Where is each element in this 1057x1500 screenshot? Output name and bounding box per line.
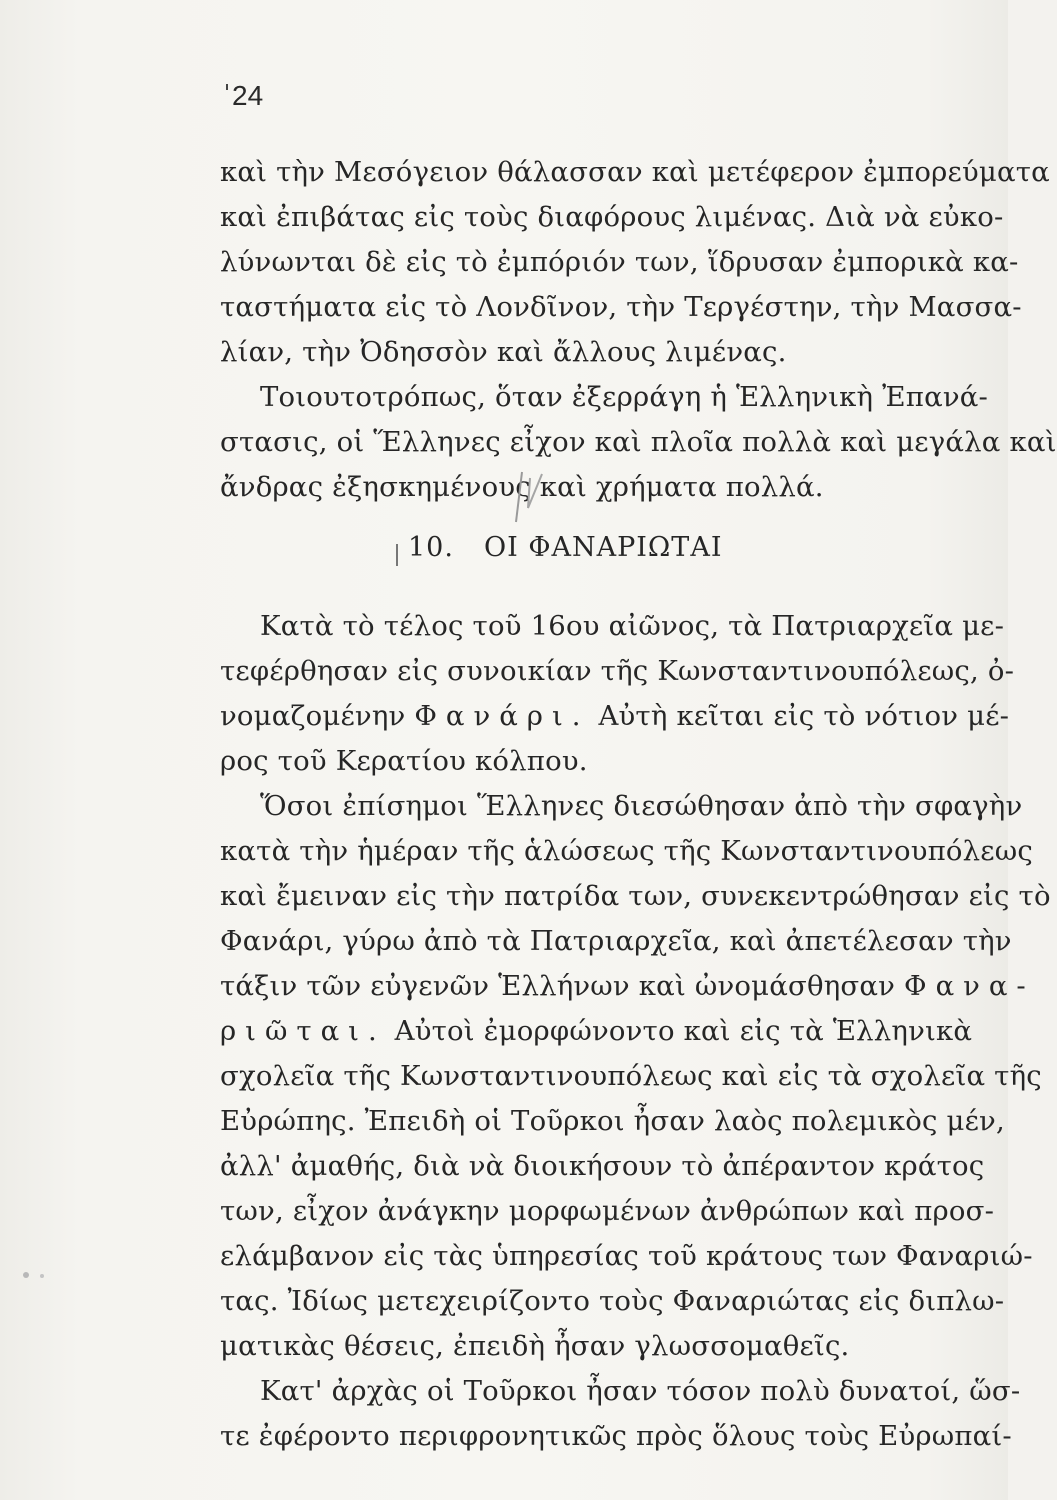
text-line: Κατ' ἀρχὰς οἱ Τοῦρκοι ἦσαν τόσον πολὺ δυνατοί, ὥσ- xyxy=(260,1375,1021,1407)
text-line: καὶ ἐπιβάτας εἰς τοὺς διαφόρους λιμένας. Διὰ νὰ εὐκο- xyxy=(220,201,1004,233)
section-title: ΟΙ ΦΑΝΑΡΙΩΤΑΙ xyxy=(483,532,723,563)
text-line: λίαν, τὴν Ὀδησσὸν καὶ ἄλλους λιμένας. xyxy=(220,336,787,368)
text-line: Τοιουτοτρόπως, ὅταν ἐξερράγη ἡ Ἑλληνικὴ Ἐπανά- xyxy=(260,381,989,413)
margin-mark xyxy=(396,544,398,566)
text-line: Ὅσοι ἐπίσημοι Ἕλληνες διεσώθησαν ἀπὸ τὴν σφαγὴν xyxy=(260,790,1023,822)
text-line: καὶ ἔμειναν εἰς τὴν πατρίδα των, συνεκεντρώθησαν εἰς τὸ xyxy=(220,880,1051,912)
text-line: λύνωνται δὲ εἰς τὸ ἐμπόριόν των, ἵδρυσαν ἐμπορικὰ κα- xyxy=(220,246,1019,278)
section-text-block xyxy=(220,604,1051,1459)
text-line xyxy=(220,694,1010,739)
text-segment: τάξιν τῶν εὐγενῶν Ἑλλήνων καὶ ὠνομάσθησαν xyxy=(220,970,896,1002)
section-heading xyxy=(408,532,723,563)
text-line xyxy=(220,964,1035,1009)
page-corner-mark xyxy=(226,84,228,90)
text-segment: νομαζομένην xyxy=(220,700,406,732)
text-segment: Αὐτὴ κεῖται εἰς τὸ νότιον μέ- xyxy=(598,700,1010,732)
text-line: κατὰ τὴν ἡμέραν τῆς ἁλώσεως τῆς Κωνσταντινουπόλεως xyxy=(220,835,1033,867)
text-line: ρος τοῦ Κερατίου κόλπου. xyxy=(220,745,588,777)
text-line: τας. Ἰδίως μετεχειρίζοντο τοὺς Φαναριώτας εἰς διπλω- xyxy=(220,1285,1005,1317)
text-line: στασις, οἱ Ἕλληνες εἶχον καὶ πλοῖα πολλὰ καὶ μεγάλα καὶ xyxy=(220,426,1057,458)
page-number: 24 xyxy=(232,80,264,111)
text-line: ἄνδρας ἐξησκημένους καὶ χρήματα πολλά. xyxy=(220,471,824,503)
text-line: σχολεῖα τῆς Κωνσταντινουπόλεως καὶ εἰς τὰ σχολεῖα τῆς xyxy=(220,1060,1042,1092)
text-line: Εὐρώπης. Ἐπειδὴ οἱ Τοῦρκοι ἦσαν λαὸς πολεμικὸς μέν, xyxy=(220,1105,1005,1137)
text-line: ματικὰς θέσεις, ἐπειδὴ ἦσαν γλωσσομαθεῖς. xyxy=(220,1330,850,1362)
text-line xyxy=(220,1009,973,1054)
emphasized-term: Φανα- xyxy=(904,970,1035,1002)
text-line: ἀλλ' ἀμαθής, διὰ νὰ διοικήσουν τὸ ἀπέραντον κράτος xyxy=(220,1150,985,1182)
top-text-block xyxy=(220,150,1057,510)
section-number: 10. xyxy=(408,532,454,563)
handwritten-pencil-mark xyxy=(508,468,548,526)
text-line: καὶ τὴν Μεσόγειον θάλασσαν καὶ μετέφερον ἐμπορεύματα xyxy=(220,156,1050,188)
text-line: τε ἐφέροντο περιφρονητικῶς πρὸς ὅλους τοὺς Εὐρωπαί- xyxy=(220,1420,1012,1452)
page-smudge xyxy=(18,1268,58,1282)
text-line: ελάμβανον εἰς τὰς ὑπηρεσίας τοῦ κράτους των Φαναριώ- xyxy=(220,1240,1033,1272)
text-line: ταστήματα εἰς τὸ Λονδῖνον, τὴν Τεργέστην, τὴν Μασσα- xyxy=(220,291,1022,323)
text-line: Φανάρι, γύρω ἀπὸ τὰ Πατριαρχεῖα, καὶ ἀπετέλεσαν τὴν xyxy=(220,925,1012,957)
text-segment: Αὐτοὶ ἐμορφώνοντο καὶ εἰς τὰ Ἑλληνικὰ xyxy=(394,1015,973,1047)
text-line: των, εἶχον ἀνάγκην μορφωμένων ἀνθρώπων καὶ προσ- xyxy=(220,1195,995,1227)
emphasized-term: ριῶται. xyxy=(220,1015,386,1047)
text-line: Κατὰ τὸ τέλος τοῦ 16ου αἰῶνος, τὰ Πατριαρχεῖα με- xyxy=(260,610,1005,642)
emphasized-term: Φανάρι. xyxy=(414,700,590,732)
text-line: τεφέρθησαν εἰς συνοικίαν τῆς Κωνσταντινουπόλεως, ὀ- xyxy=(220,655,1015,687)
